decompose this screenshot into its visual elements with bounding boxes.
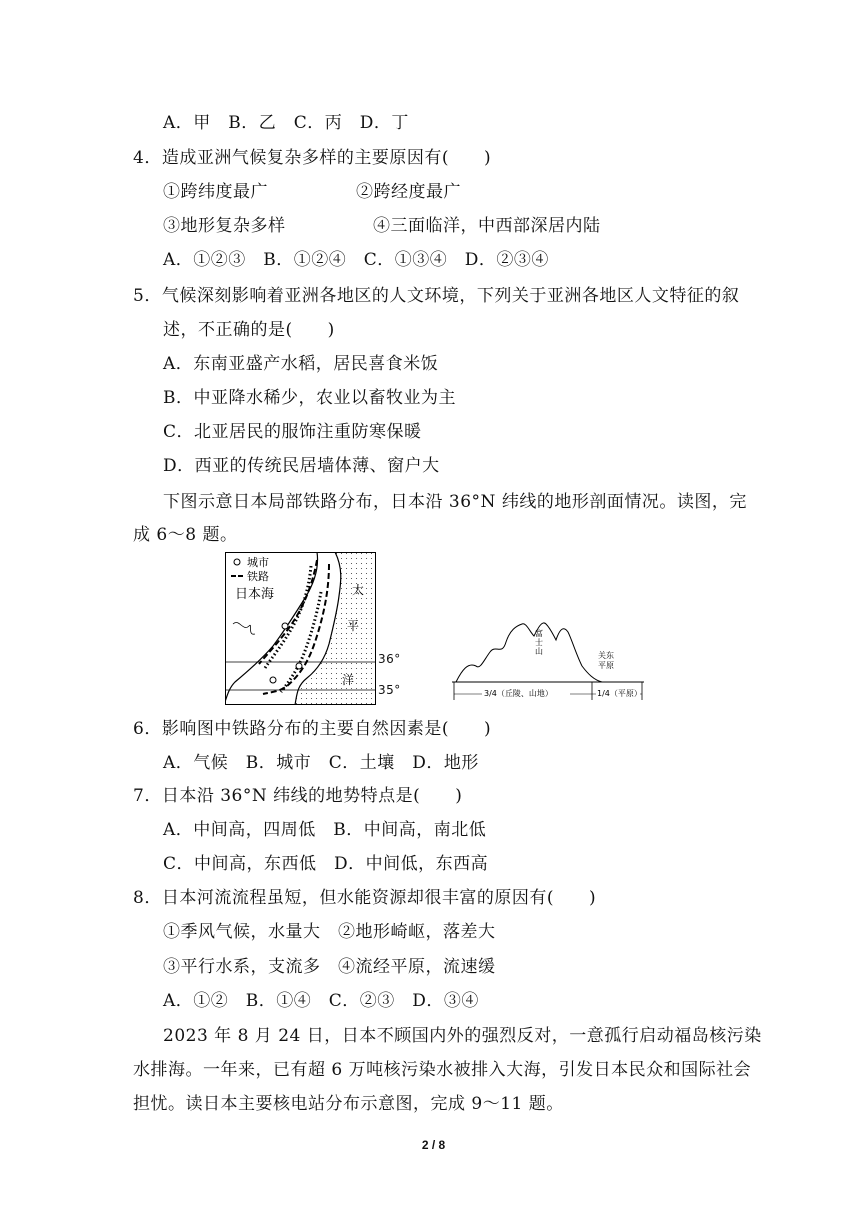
intro-9-11-line-2: 水排海。一年来，已有超 6 万吨核污染水被排入大海，引发日本民众和国际社会: [133, 1060, 752, 1080]
hills-label: 3/4（丘陵、山地）: [484, 689, 553, 698]
q7-options-2: C．中间高，东西低 D．中间低，东西高: [163, 854, 489, 874]
q5-option-a: A．东南亚盛产水稻，居民喜食米饭: [163, 354, 439, 374]
plain-label: 1/4（平原）: [597, 689, 642, 698]
q4-item-1: ①跨纬度最广: [163, 182, 268, 202]
q5-stem-1: 5．气候深刻影响着亚洲各地区的人文环境，下列关于亚洲各地区人文特征的叙: [133, 286, 740, 306]
q4-options: A．①②③ B．①②④ C．①③④ D．②③④: [163, 250, 549, 270]
q7-options-1: A．中间高，四周低 B．中间高，南北低: [163, 820, 487, 840]
kanto-plain-label-2: 平原: [598, 661, 614, 670]
latitude-label-36: 36°: [378, 652, 401, 666]
ocean-label-2: 平: [347, 619, 360, 633]
q8-stem: 8．日本河流流程虽短，但水能资源却很丰富的原因有( ): [133, 888, 597, 908]
q6-options: A．气候 B．城市 C．土壤 D．地形: [163, 753, 479, 773]
intro-6-8-line-1: 下图示意日本局部铁路分布，日本沿 36°N 纬线的地形剖面情况。读图，完: [163, 492, 747, 512]
intro-9-11-line-1: 2023 年 8 月 24 日，日本不顾国内外的强烈反对，一意孤行启动福岛核污染: [163, 1026, 762, 1046]
q6-stem: 6．影响图中铁路分布的主要自然因素是( ): [133, 719, 492, 739]
intro-6-8-line-2: 成 6～8 题。: [133, 525, 238, 545]
mount-fuji-label-3: 山: [535, 647, 543, 656]
latitude-label-35: 35°: [378, 683, 401, 697]
q5-option-b: B．中亚降水稀少，农业以畜牧业为主: [163, 388, 456, 408]
page-number: 2 / 8: [421, 1138, 446, 1152]
city-marker: [270, 677, 276, 683]
q4-item-4: ④三面临洋，中西部深居内陆: [373, 216, 601, 236]
city-marker: [296, 663, 302, 669]
ocean-label-1: 太: [352, 583, 365, 597]
q3-options: A．甲 B．乙 C．丙 D．丁: [163, 113, 409, 133]
q4-item-3: ③地形复杂多样: [163, 216, 286, 236]
legend-city-label: 城市: [247, 556, 269, 569]
sea-label: 日本海: [235, 587, 275, 602]
q5-option-c: C．北亚居民的服饰注重防寒保暖: [163, 422, 422, 442]
q5-stem-2: 述，不正确的是( ): [163, 320, 335, 340]
legend-city-icon: [234, 559, 240, 565]
terrain-profile-36n: [450, 612, 650, 704]
legend-rail-label: 铁路: [247, 570, 269, 583]
intro-9-11-line-3: 担忧。读日本主要核电站分布示意图，完成 9～11 题。: [133, 1094, 564, 1114]
mount-fuji-label-1: 富: [535, 629, 543, 638]
q8-options: A．①② B．①④ C．②③ D．③④: [163, 991, 479, 1011]
q8-items-3-4: ③平行水系，支流多 ④流经平原，流速缓: [163, 957, 496, 977]
mount-fuji-label-2: 士: [535, 638, 543, 647]
q8-items-1-2: ①季风气候，水量大 ②地形崎岖，落差大: [163, 922, 496, 942]
japan-railway-map: [225, 552, 377, 707]
q4-item-2: ②跨经度最广: [356, 182, 461, 202]
city-marker: [282, 623, 288, 629]
kanto-plain-label-1: 关东: [598, 651, 614, 660]
q5-option-d: D．西亚的传统民居墙体薄、窗户大: [163, 456, 440, 476]
q4-stem: 4．造成亚洲气候复杂多样的主要原因有( ): [133, 148, 492, 168]
ocean-label-3: 洋: [342, 673, 355, 687]
q7-stem: 7．日本沿 36°N 纬线的地势特点是( ): [133, 786, 463, 806]
